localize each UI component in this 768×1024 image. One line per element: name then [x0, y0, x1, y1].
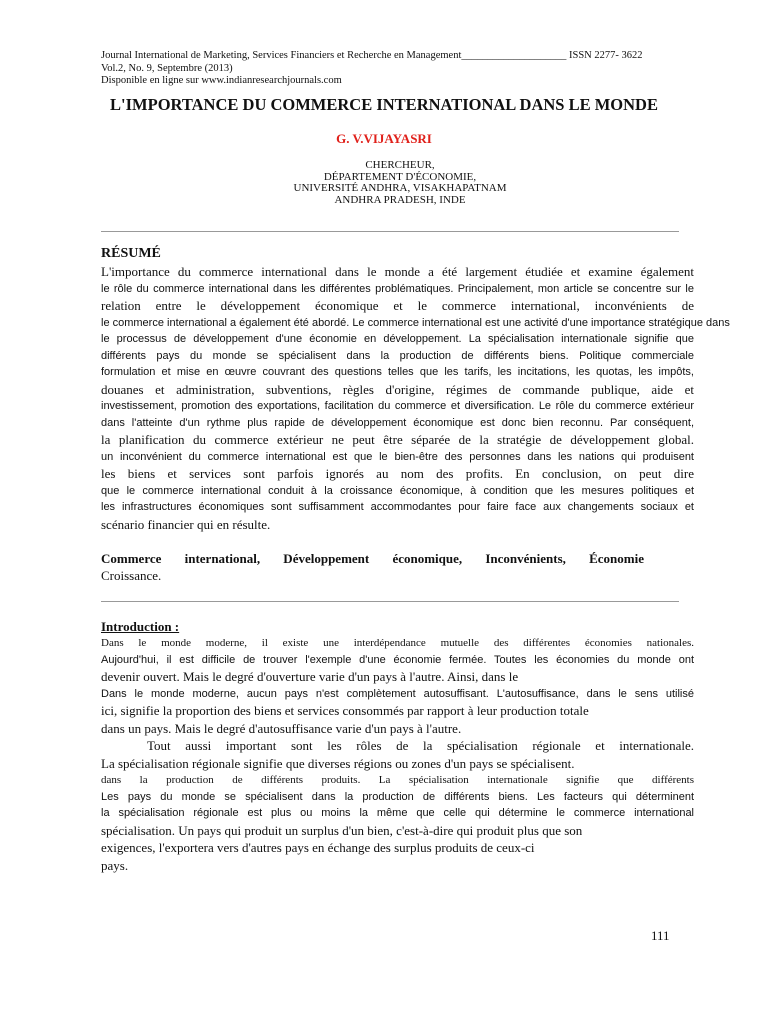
divider — [101, 231, 679, 232]
keywords — [101, 550, 644, 584]
journal-name: Journal International de Marketing, Services Financiers et Recherche en Management____________________ ISSN 2277- 3622 — [101, 50, 643, 61]
text-line: pays. — [101, 857, 129, 873]
text-line: scénario financier qui en résulte. — [101, 516, 271, 532]
text-line: les biens et services sont parfois ignorés au nom des profits. En conclusion, on peut dire — [101, 466, 694, 481]
author-affiliation — [250, 160, 550, 206]
affiliation-line: ANDHRA PRADESH, INDE — [334, 193, 466, 206]
text-line: exigences, l'exportera vers d'autres pays en échange des surplus produits de ceux-ci — [101, 840, 535, 855]
text-line: les infrastructures économiques sont suffisamment accommodantes pour faire face aux changements sociaux et — [101, 501, 694, 513]
abstract-heading: RÉSUMÉ — [101, 246, 161, 261]
text-line: différents pays du monde se spécialisent dans la production de différents biens. Politique commerciale — [101, 349, 694, 362]
text-line: dans un pays. Mais le degré d'autosuffisance varie d'un pays à l'autre. — [101, 720, 462, 736]
paper-title: L'IMPORTANCE DU COMMERCE INTERNATIONAL DANS LE MONDE — [110, 95, 658, 114]
text-line: Les pays du monde se spécialisent dans la production de différents biens. Les facteurs qui déterminent — [101, 790, 694, 803]
affiliation-line: DÉPARTEMENT D'ÉCONOMIE, — [323, 170, 477, 183]
text-line: formulation et mise en œuvre couvrant des questions telles que les tarifs, les incitations, les quotas, les impôts, — [101, 366, 694, 378]
text-line: L'importance du commerce international dans le monde a été largement étudiée et examine également — [101, 264, 694, 279]
text-line: La spécialisation régionale signifie que diverses régions ou zones d'un pays se spécialisent. — [101, 755, 575, 771]
affiliation-line: UNIVERSITÉ ANDHRA, VISAKHAPATNAM — [293, 182, 507, 195]
journal-availability: Disponible en ligne sur www.indianresearchjournals.com — [101, 75, 342, 86]
text-line: dans l'atteinte d'un rythme plus rapide de développement économique est donc bien reconnu. Par conséquent, — [101, 416, 694, 429]
page-number: 111 — [651, 928, 670, 943]
text-line: le rôle du commerce international dans les différentes problématiques. Principalement, mon article se concentre sur le — [101, 282, 694, 295]
introduction-text — [101, 635, 694, 874]
text-line: le commerce international a également été abordé. Le commerce international est une activité d'une importance stratégique dans — [101, 316, 730, 329]
text-line: relation entre le développement économique et le commerce international, inconvénients de — [101, 298, 694, 313]
text-line: devenir ouvert. Mais le degré d'ouverture varie d'un pays à l'autre. Ainsi, dans le — [101, 669, 519, 684]
text-line: dans la production de différents produits. La spécialisation internationale signifie que différents — [101, 774, 694, 786]
text-line: le processus de développement d'une économie en développement. La spécialisation internationale signifie que — [101, 333, 694, 345]
text-line: douanes et administration, subventions, règles d'origine, régimes de commande publique, aide et — [101, 381, 694, 397]
text-line: que le commerce international conduit à la croissance économique, à condition que les mesures politiques et — [101, 484, 694, 497]
text-line: Dans le monde moderne, aucun pays n'est complètement autosuffisant. L'autosuffisance, dans le sens utilisé — [101, 687, 694, 700]
text-line: Dans le monde moderne, il existe une interdépendance mutuelle des différentes économies nationales. — [101, 637, 694, 649]
author-name: G. V.VIJAYASRI — [336, 131, 432, 146]
text-line: la planification du commerce extérieur ne peut être séparée de la stratégie de développement global. — [101, 432, 694, 447]
text-line: la spécialisation régionale est plus ou moins la même que celle qui détermine le commerce international — [101, 807, 694, 819]
text-line: un inconvénient du commerce international est que le bien-être des personnes dans les nations qui produisent — [101, 450, 694, 463]
abstract-text — [101, 263, 730, 533]
journal-volume: Vol.2, No. 9, Septembre (2013) — [101, 62, 233, 74]
divider — [101, 601, 679, 602]
keywords-rest: Croissance. — [101, 568, 162, 583]
introduction-heading: Introduction : — [101, 619, 180, 634]
affiliation-line: CHERCHEUR, — [365, 159, 435, 171]
journal-header — [101, 50, 681, 88]
text-line: ici, signifie la proportion des biens et services consommés par rapport à leur production totale — [101, 703, 589, 718]
text-line: spécialisation. Un pays qui produit un surplus d'un bien, c'est-à-dire qui produit plus que son — [101, 822, 583, 838]
text-line: Tout aussi important sont les rôles de la spécialisation régionale et internationale. — [147, 738, 694, 753]
text-line: investissement, promotion des exportations, facilitation du commerce et diversification. Le rôle du commerce extérieur — [101, 400, 694, 412]
text-line: Aujourd'hui, il est difficile de trouver l'exemple d'une économie fermée. Toutes les économies du monde ont — [101, 653, 694, 666]
keywords-bold: Commerce international, Développement économique, Inconvénients, Économie — [101, 551, 644, 566]
